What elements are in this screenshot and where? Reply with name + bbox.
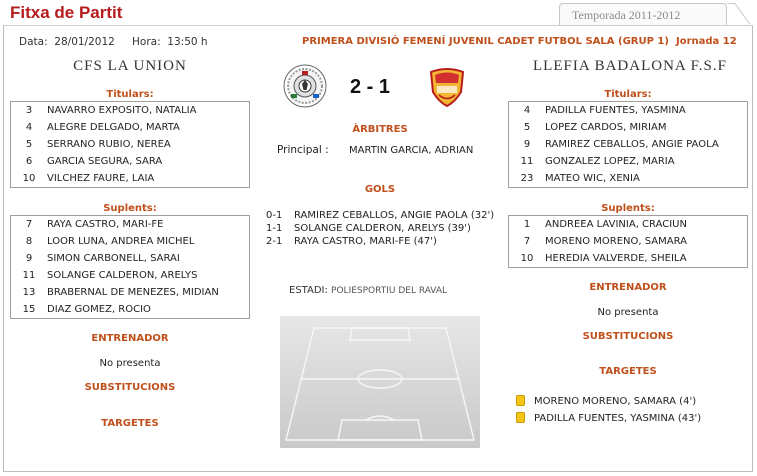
date-label: Data: [19, 36, 48, 48]
away-titulars-list [508, 101, 748, 188]
player-name: SIMON CARBONELL, SARAI [47, 253, 180, 264]
player-name: MATEO WIC, XENIA [545, 173, 640, 184]
list-item[interactable] [11, 233, 249, 250]
yellow-card-icon [516, 395, 525, 406]
match-date [19, 36, 115, 48]
tab-fold-decoration [727, 3, 751, 25]
player-number: 4 [523, 105, 531, 116]
away-suplents-heading: Suplents: [601, 203, 655, 214]
yellow-card-icon [516, 412, 525, 423]
match-time [132, 36, 208, 48]
card-row [516, 395, 696, 407]
goal-score: 2-1 [266, 236, 283, 247]
player-name: GARCIA SEGURA, SARA [47, 156, 163, 167]
card-player: PADILLA FUENTES, YASMINA (43') [534, 413, 702, 424]
referee-role: Principal : [277, 144, 329, 156]
goal-row [266, 236, 437, 247]
list-item[interactable] [509, 233, 747, 250]
player-number: 7 [25, 219, 33, 230]
player-number: 8 [25, 236, 33, 247]
away-team-name: LLEFIA BADALONA F.S.F [533, 58, 727, 74]
list-item[interactable] [509, 102, 747, 119]
player-name: SOLANGE CALDERON, ARELYS [47, 270, 198, 281]
date-value: 28/01/2012 [54, 36, 115, 48]
player-name: PADILLA FUENTES, YASMINA [545, 105, 686, 116]
player-number: 5 [523, 122, 531, 133]
list-item[interactable] [509, 153, 747, 170]
stadium-row [289, 285, 447, 296]
goal-scorer: SOLANGE CALDERON, ARELYS (39') [294, 223, 471, 234]
player-number: 6 [25, 156, 33, 167]
player-name: NAVARRO EXPOSITO, NATALIA [47, 105, 197, 116]
player-name: MORENO MORENO, SAMARA [545, 236, 687, 247]
player-name: LOPEZ CARDOS, MIRIAM [545, 122, 667, 133]
player-name: ANDREEA LAVINIA, CRACIUN [545, 219, 687, 230]
away-entrenador-heading: ENTRENADOR [589, 282, 667, 293]
away-suplents-list [508, 215, 748, 268]
card-row [516, 412, 701, 424]
player-number: 1 [523, 219, 531, 230]
time-value: 13:50 h [167, 36, 208, 48]
home-substitucions-heading[interactable]: SUBSTITUCIONS [84, 382, 176, 393]
referee-name: MARTIN GARCIA, ADRIAN [349, 145, 474, 156]
player-name: VILCHEZ FAURE, LAIA [47, 173, 155, 184]
stadium-label: ESTADI: [289, 285, 328, 296]
list-item[interactable] [11, 170, 249, 187]
player-name: SERRANO RUBIO, NEREA [47, 139, 171, 150]
player-name: LOOR LUNA, ANDREA MICHEL [47, 236, 195, 247]
home-titulars-list [10, 101, 250, 188]
list-item[interactable] [11, 136, 249, 153]
home-team-name: CFS LA UNION [73, 58, 187, 74]
list-item[interactable] [509, 119, 747, 136]
card-player: MORENO MORENO, SAMARA (4') [534, 396, 697, 407]
player-number: 3 [25, 105, 33, 116]
goal-row [266, 210, 494, 221]
home-entrenador-value: No presenta [99, 358, 161, 369]
list-item[interactable] [11, 216, 249, 233]
referee-row [277, 144, 473, 156]
competition-name: PRIMERA DIVISIÓ FEMENÍ JUVENIL CADET FUTBOL SALA (GRUP 1) [302, 36, 669, 47]
stadium-name: POLIESPORTIU DEL RAVAL [331, 286, 448, 296]
home-titulars-heading: Titulars: [106, 89, 154, 100]
match-score: 2 - 1 [350, 76, 391, 98]
list-item[interactable] [11, 301, 249, 318]
player-name: DIAZ GOMEZ, ROCIO [47, 304, 151, 315]
list-item[interactable] [509, 170, 747, 187]
home-targetes-heading[interactable]: TARGETES [101, 418, 159, 429]
arbitres-heading: ÀRBITRES [352, 124, 408, 135]
list-item[interactable] [11, 284, 249, 301]
player-number: 7 [523, 236, 531, 247]
list-item[interactable] [509, 216, 747, 233]
player-number: 9 [523, 139, 531, 150]
player-number: 11 [520, 156, 534, 167]
home-suplents-list [10, 215, 250, 319]
goal-scorer: RAYA CASTRO, MARI-FE (47') [294, 236, 437, 247]
jornada-label: Jornada 12 [676, 36, 737, 47]
goal-row [266, 223, 471, 234]
away-titulars-heading: Titulars: [604, 89, 652, 100]
away-substitucions-heading[interactable]: SUBSTITUCIONS [582, 331, 674, 342]
home-entrenador-heading: ENTRENADOR [91, 333, 169, 344]
page-title: Fitxa de Partit [10, 3, 123, 22]
player-number: 10 [22, 173, 36, 184]
player-number: 10 [520, 253, 534, 264]
list-item[interactable] [11, 102, 249, 119]
player-number: 15 [22, 304, 36, 315]
list-item[interactable] [11, 250, 249, 267]
player-name: BRABERNAL DE MENEZES, MIDIAN [47, 287, 219, 298]
player-number: 23 [520, 173, 534, 184]
player-number: 9 [25, 253, 33, 264]
player-name: RAYA CASTRO, MARI-FE [47, 219, 164, 230]
time-label: Hora: [132, 36, 161, 48]
season-tab[interactable] [559, 3, 727, 25]
away-targetes-heading[interactable]: TARGETES [599, 366, 657, 377]
player-name: GONZALEZ LOPEZ, MARIA [545, 156, 675, 167]
season-label: Temporada 2011-2012 [572, 8, 681, 22]
player-number: 4 [25, 122, 33, 133]
goal-score: 1-1 [266, 223, 283, 234]
football-pitch-image [280, 316, 480, 448]
player-name: ALEGRE DELGADO, MARTA [47, 122, 180, 133]
away-team-crest-icon [425, 64, 469, 108]
player-number: 13 [22, 287, 36, 298]
player-name: HEREDIA VALVERDE, SHEILA [545, 253, 687, 264]
list-item[interactable] [11, 153, 249, 170]
home-team-crest-icon [283, 64, 327, 108]
goal-score: 0-1 [266, 210, 283, 221]
list-item[interactable] [509, 136, 747, 153]
list-item[interactable] [11, 267, 249, 284]
player-number: 11 [22, 270, 36, 281]
player-name: RAMIREZ CEBALLOS, ANGIE PAOLA [545, 139, 719, 150]
home-suplents-heading: Suplents: [103, 203, 157, 214]
list-item[interactable] [11, 119, 249, 136]
goal-scorer: RAMIREZ CEBALLOS, ANGIE PAOLA (32') [294, 210, 495, 221]
list-item[interactable] [509, 250, 747, 267]
away-entrenador-value: No presenta [597, 307, 659, 318]
player-number: 5 [25, 139, 33, 150]
gols-heading: GOLS [364, 184, 396, 195]
